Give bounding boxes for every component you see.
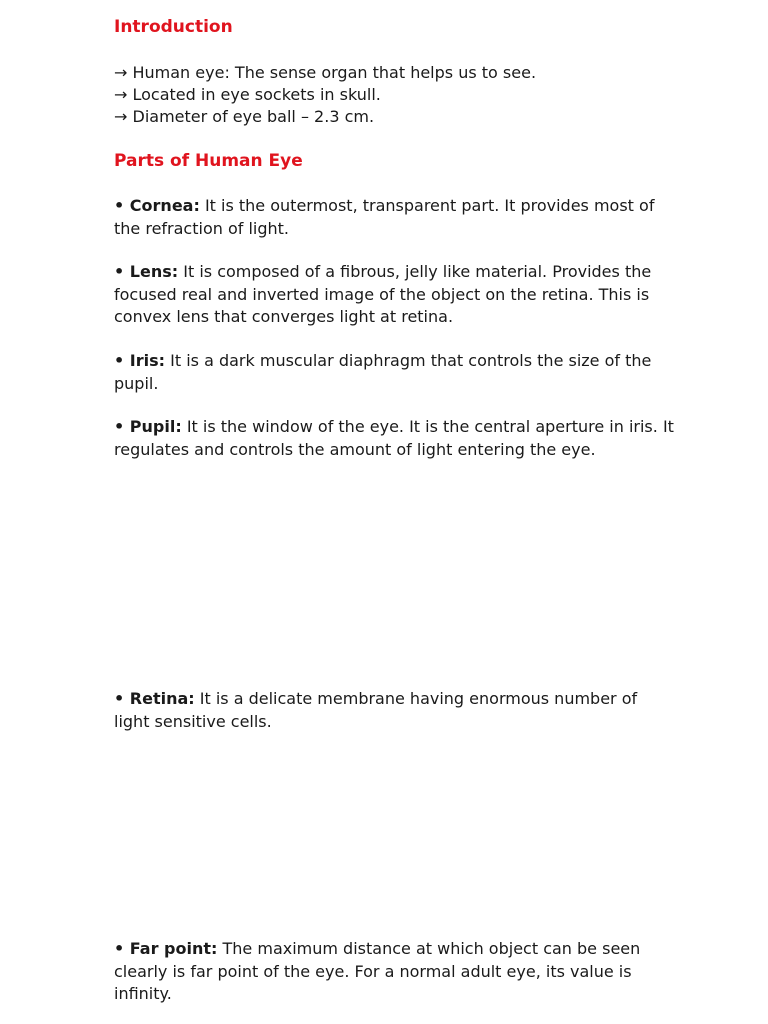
part-term: • Retina: [114, 689, 195, 708]
part-term: • Far point: [114, 939, 218, 958]
introduction-point: → Human eye: The sense organ that helps us to see. [114, 63, 537, 82]
part-term: • Cornea: [114, 196, 200, 215]
part-description: It is composed of a fibrous, jelly like material. Provides the focused real and inverted image of the object on the retina. This is convex lens that converges light at retina. [114, 262, 652, 326]
introduction-point: → Located in eye sockets in skull. [114, 85, 381, 104]
part-term: • Pupil: [114, 417, 182, 436]
part-term: • Lens: [114, 262, 179, 281]
part-description: It is the window of the eye. It is the central aperture in iris. It regulates and controls the amount of light entering the eye. [114, 417, 674, 459]
part-retina [114, 688, 674, 733]
part-lens [114, 261, 674, 329]
introduction-list [114, 62, 536, 128]
introduction-point: → Diameter of eye ball – 2.3 cm. [114, 107, 375, 126]
part-iris [114, 350, 674, 395]
part-description: It is a dark muscular diaphragm that controls the size of the pupil. [114, 351, 652, 393]
part-description: It is a delicate membrane having enormous number of light sensitive cells. [114, 689, 638, 731]
part-description: It is the outermost, transparent part. It provides most of the refraction of light. [114, 196, 655, 238]
part-term: • Iris: [114, 351, 166, 370]
part-description: The maximum distance at which object can be seen clearly is far point of the eye. For a normal adult eye, its value is infinity. [114, 939, 641, 1003]
parts-heading: Parts of Human Eye [114, 151, 303, 171]
part-far-point [114, 938, 674, 1006]
part-pupil [114, 416, 674, 461]
introduction-heading: Introduction [114, 17, 233, 37]
part-cornea [114, 195, 674, 240]
